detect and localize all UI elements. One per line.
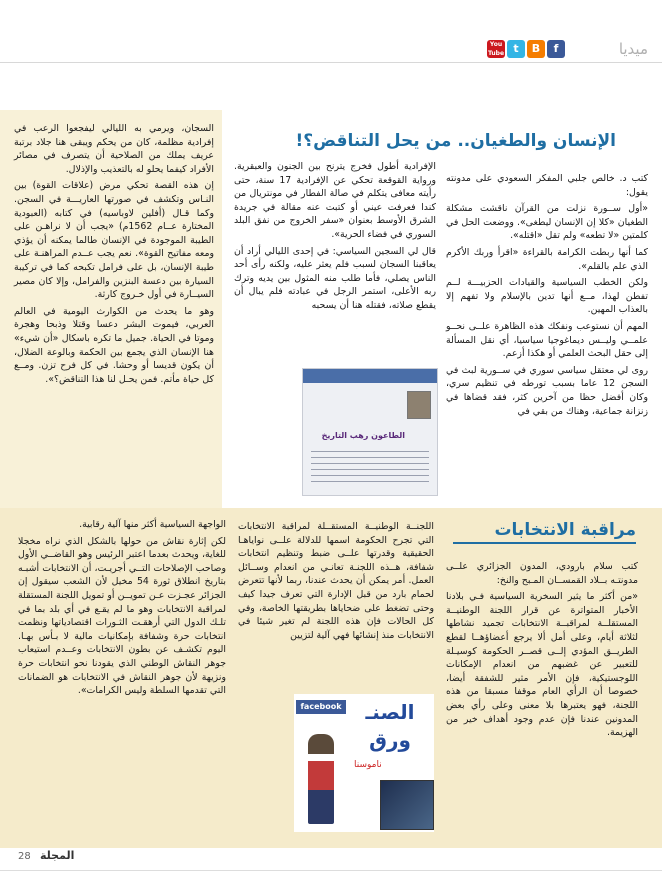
article1-column-middle (234, 160, 436, 316)
paragraph: كتب سلام بارودي، المدون الجزائري علــى مدونتـه بــلاد القمســان المـبح والنخ: (446, 561, 638, 586)
paragraph: روى لي معتقل سياسي سوري في ســورية لبث في السجن 12 عاما بسبب تورطه في تنظيم سري، وكان أفضل حظا من آخرين كثر، فقد قضاها في زنزانة جماعية، وهناك من بقي في (446, 364, 648, 417)
footer-divider (0, 870, 662, 871)
article2-column-middle (238, 520, 434, 645)
blogger-icon[interactable]: B (527, 40, 545, 58)
paragraph: كتب د. خالص جلبي المفكر السعودي على مدونته يقول: (446, 173, 648, 198)
paragraph: لكن إثارة نقاش من حولها بالشكل الذي نراه مخجلا للغاية، ويحدث بعدما اعتبر الرئيس وهو القاضــي الأول وصاحب الإصلاحات التــي أجريـت، أن الانتخابات أشبـه بتاريخ انطلاق ثورة 54 مخيل لأن الشعب سيقول إن الجزائر عجـزت عـن تمويــن أو تمويل اللجنة المستقلة لمراقبة الانتخابات وهو ما لم يقـع في أي بلد بما في تلـك الدول التي أرهقـت الثـورات اقتصادياتها ونظمت انتخابات حرة وشفافة بإمكانيات مالية لا بـأس بهـا. اليوم تكشـف عن بطون الانتخابات وعــدم استيعاب جوهر النقاش الوطني الذي يقودنا نحو انتخابات حرة ونزيهة لأن جوهر النقاش في الانتخابات هو الضمانات التي تقدمها السلطة وليس الكرامات». (18, 535, 226, 697)
person-figure (308, 734, 334, 824)
article2-column-left (18, 518, 226, 701)
article2-title: مراقبة الانتخابات (494, 520, 636, 540)
paragraph: الواجهة السياسية أكثر منها آلية رقابية. (79, 519, 226, 530)
article2-title-rule (453, 542, 636, 544)
paragraph: إن هذه القصة تحكي مرض (علاقات القوة) بين النـاس وتكشف في صورتها العاريـــة في السجن. وكما قـال (أفلين لاوباسيه) في كتابه (العبودية المختارة عــام 1562م) «يجب أن لا نراهـن على الطيبة الموجودة في الإنسان طالما يمكنه أن يؤذي ومعه مفاتيح القوة». نعم يجب عــدم المراهنـة على طيبة الإنسان، بل على فرامل تكبحه كما في تركيبة السيارة بين دعسة البنزين والفرامل، وإلا كان مصير السيــارة في أول خـروج كارثة. (14, 180, 215, 301)
article1-column-left (14, 122, 214, 389)
paragraph: «من أكثر ما يثير السخرية السياسية فـي بلادنا الأخبار المتواترة عن قرار اللجنة الوطنيــة المستقلــة لمراقبــة الانتخابات تجميد نشاطها لثلاثة أيام، وعلى أمل ألا يرجع أعضاؤهــا لقطع الطريــق المؤدي إلــى قصــر الحكومة كوسيـلة للتعبير عن غضبهم من انعدام الإمكانات اللوجستيكية، فإن الأمر مثير للشفقة أيضا، خصوصا أن الرأي العام موقفا مسبقا من هذه اللجنة، فهو يعتبرها بلا معنى وعلى رأي بعض المدونين عندنا فإن عدم وجود أهداف خير من الهزيمة. (446, 591, 638, 739)
article1-column-right (446, 172, 648, 421)
article1-title: الإنسان والطغيان.. من يحل التناقض؟! (295, 131, 616, 151)
calligraphy-subword: ناموسنا (354, 760, 382, 770)
article1-screenshot-image (302, 368, 438, 496)
magazine-name: المجلة (40, 849, 75, 862)
image-header-bar (303, 369, 437, 383)
video-thumbnail (380, 780, 434, 830)
header-divider (0, 62, 662, 63)
youtube-icon[interactable]: You Tube (487, 41, 505, 57)
paragraph: كما أنها ربطت الكرامة بالقراءة «اقرأ وربك الأكرم الذي علم بالقلم». (446, 246, 648, 272)
paragraph: «أول ســورة نزلت من القرآن ناقشت مشكلة الطغيان «كلا إن الإنسان ليطغى». ووضعت الحل في كلمتين «لا تطعه» ولم تقل «اقتله». (446, 203, 648, 242)
article2-column-right (446, 560, 638, 743)
paragraph: قال لي السجين السياسي: في إحدى الليالي أراد أن يعاقبنا السجان لسبب فلم يعثر عليه، ولكنه رأى أحد الناس يصلي، فأما طلب منه المثول بين يديه وترك ربه الأعلى، استمر الرجل في عبادته فلم يبال أن يقطع صلاته، فقتله هنا أن يسحبه (234, 245, 436, 311)
calligraphy-art: الصنـ ورق (365, 700, 415, 752)
twitter-icon[interactable]: t (507, 40, 525, 58)
section-brand: ميديا (618, 40, 648, 58)
facebook-icon[interactable]: f (547, 40, 565, 58)
paragraph: ولكن الخطب السياسية والقيادات الحزبيـــة لــم تفطن لهذا، مــع أنها تدين بالإسلام ولا تفهم إلا بالعذاب المهين. (446, 277, 648, 316)
paragraph: السجان، ويرمي به الليالي ليفجعوا الرعب في إفرادية مظلمة، كان من يحكم ويبقى هنا جلاد برتبة عريف يملك من الصلاحية أن يتصرف في مصائر الأفراد كيفما يحلو له بالتعذيب والإذلال. (14, 123, 214, 175)
author-photo (407, 391, 431, 419)
facebook-banner: facebook (296, 700, 346, 714)
paragraph: اللجنــة الوطنيــة المستقــلة لمراقبة الانتخابات التي تجرح الحكومة اسمها للدلالة علــى نواياهـا الحقيقية وقدرتها علــى ضبط وتنظيم انتخابات شفافة، هــذه اللجنـة تعانـي من انعدام وســائل العمل. أمر يمكن أن يحدث عندنا، ربما لأنها تتعرض لحمام بارد من قبل الإدارة التي تعرف جيدا كيف وحتى تضغط على ضحاياها بطريقتها الخاصة، وفي كل الحالات فإن هذه اللجنة لم تغير شيئا في الانتخابات منذ إنشائها فهي آلية لتزيين (238, 521, 434, 641)
article2-collage-image (294, 694, 434, 832)
image-text-lines (311, 451, 429, 485)
paragraph: وهو ما يحدث من الكوارث اليومية في العالم العربي، فيموت البشر دعسا وقتلا وذبحا وهجرة وموتا في الحياة. جميل ما تكره باسكال «أن شيء» هنا الإنسان الذي يجمع بين الحكمة وبالوعة الضلال، أن يكون قديسا أو وحشا. في كل فرح تزن. ومــع كل حياة مأتم. فمن يحـل لنا هذا التناقض؟». (14, 305, 214, 385)
image-caption: الطاعون رهب التاريخ (321, 431, 405, 440)
paragraph: المهم أن نستوعب ونفكك هذه الظاهرة علــى نحــو علمــي وليــس ديماغوجيا سياسيا، أي نقل المسألة إلى حقل البحث العلمي أو هكذا أزعم. (446, 320, 648, 360)
paragraph: الإفرادية أطول فخرج يترنح بين الجنون والعبقرية. ورواية القوقعة تحكي عن الإفرادية 17 سنة، حتى رأيته معافى يتكلم في صالة الفطار في مونتريال من كندا فعرفت عيني أو كتبت عنه مقالة في جريدة الشرق الأوسط بعنوان «سفر الخروج من نفق البلد السوري في فضاء الحرية». (234, 161, 436, 240)
page-number: 28 (18, 851, 31, 862)
